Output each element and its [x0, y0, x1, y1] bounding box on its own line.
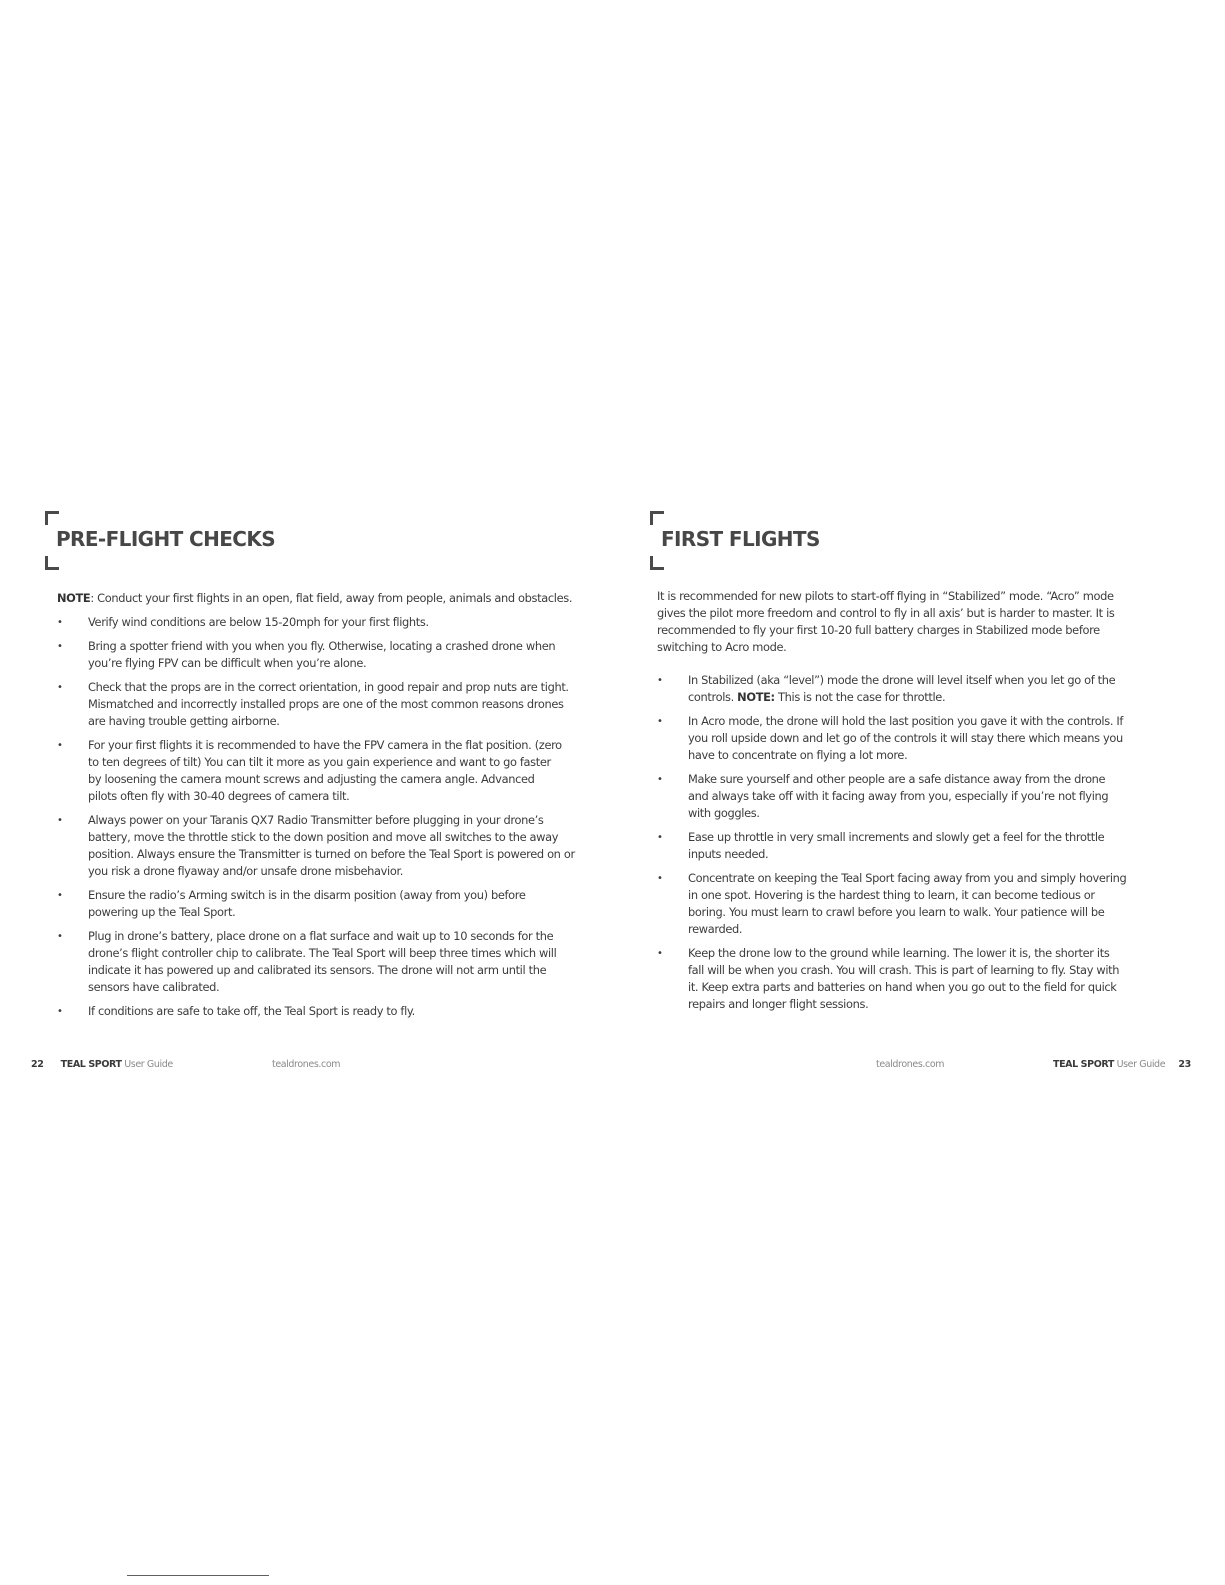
corner-bracket-top: [45, 511, 59, 525]
bullet-icon: •: [657, 873, 663, 884]
bullet-icon: •: [57, 931, 63, 942]
bullet-icon: •: [657, 832, 663, 843]
list-item: • In Stabilized (aka “level”) mode the drone will level itself when you let go of the controls. NOTE: This is not the case for throttle.: [657, 673, 1116, 704]
bullet-icon: •: [57, 1006, 63, 1017]
footer-brand: TEAL SPORT: [60, 1059, 122, 1070]
bullet-icon: •: [57, 641, 63, 652]
footer-brand: TEAL SPORT: [1053, 1059, 1114, 1070]
page-number: 22: [31, 1059, 44, 1070]
page-footer-right: [1053, 1059, 1191, 1070]
pre-flight-list: [57, 614, 577, 1020]
list-item: • Plug in drone’s battery, place drone on a flat surface and wait up to 10 seconds for the drone’s flight controller chip to calibrate. The Teal Sport will beep three times which will indicate it has powered up and calibrated its sensors. The drone will not arm until the sensors have calibrated.: [57, 929, 557, 994]
first-flights-list: [657, 672, 1127, 1013]
note-label: NOTE:: [737, 690, 775, 704]
bullet-icon: •: [657, 774, 663, 785]
list-item: • Verify wind conditions are below 15-20mph for your first flights.: [57, 615, 429, 629]
bullet-icon: •: [57, 617, 63, 628]
list-item: • Always power on your Taranis QX7 Radio Transmitter before plugging in your drone’s battery, move the throttle stick to the down position and move all switches to the away position. Always ensure the Transmitter is turned on before the Teal Sport is powered on or you risk a drone flyaway and/or unsafe drone misbehavior.: [57, 813, 575, 878]
first-flights-content: [657, 588, 1127, 1013]
bullet-icon: •: [657, 675, 663, 686]
corner-bracket-bottom: [45, 556, 59, 570]
corner-bracket-top: [650, 511, 664, 525]
bullet-icon: •: [57, 740, 63, 751]
list-item: • Check that the props are in the correct orientation, in good repair and prop nuts are tight. Mismatched and incorrectly installed props are one of the most common reasons drones are having trouble getting airborne.: [57, 680, 569, 728]
left-page: [0, 0, 612, 1585]
page-footer-left: [31, 1059, 173, 1070]
bullet-icon: •: [57, 815, 63, 826]
list-item: • Bring a spotter friend with you when you fly. Otherwise, locating a crashed drone when you’re flying FPV can be difficult when you’re alone.: [57, 639, 556, 670]
footer-site: tealdrones.com: [876, 1059, 945, 1070]
bullet-icon: •: [57, 890, 63, 901]
note-text: : Conduct your first flights in an open, flat field, away from people, animals and obstacles.: [90, 591, 573, 605]
section-heading: FIRST FLIGHTS: [661, 527, 820, 551]
list-item: • In Acro mode, the drone will hold the last position you gave it with the controls. If you roll upside down and let go of the controls it will stay there which means you have to concentrate on flying a lot more.: [657, 714, 1124, 762]
footer-guide: User Guide: [1116, 1059, 1166, 1070]
footer-site: tealdrones.com: [272, 1059, 341, 1070]
right-page: [612, 0, 1225, 1585]
corner-bracket-bottom: [650, 556, 664, 570]
bullet-icon: •: [57, 682, 63, 693]
list-item: • Ensure the radio’s Arming switch is in the disarm position (away from you) before powering up the Teal Sport.: [57, 888, 526, 919]
bottom-rule: [127, 1575, 269, 1576]
bullet-icon: •: [657, 716, 663, 727]
section-heading: PRE-FLIGHT CHECKS: [56, 527, 276, 551]
footer-guide: User Guide: [124, 1059, 173, 1070]
note-label: NOTE: [57, 591, 91, 605]
pre-flight-content: [57, 590, 587, 1020]
list-item: • Concentrate on keeping the Teal Sport facing away from you and simply hovering in one spot. Hovering is the hardest thing to learn, it can become tedious or boring. You must learn to crawl before you learn to walk. Your patience will be rewarded.: [657, 871, 1127, 936]
page-number: 23: [1178, 1059, 1191, 1070]
list-item: • Make sure yourself and other people are a safe distance away from the drone and always take off with it facing away from you, especially if you’re not flying with goggles.: [657, 772, 1109, 820]
intro-paragraph: It is recommended for new pilots to start-off flying in “Stabilized” mode. “Acro” mode gives the pilot more freedom and control to fly in all axis’ but is harder to master. It is recommended to fly your first 10-20 full battery charges in Stabilized mode before switching to Acro mode.: [657, 589, 1115, 654]
bullet-icon: •: [657, 948, 663, 959]
list-item: • Keep the drone low to the ground while learning. The lower it is, the shorter its fall will be when you crash. You will crash. This is part of learning to fly. Stay with it. Keep extra parts and batteries on hand when you go out to the field for quick repairs and longer flight sessions.: [657, 946, 1120, 1011]
list-item: • For your first flights it is recommended to have the FPV camera in the flat position. (zero to ten degrees of tilt) You can tilt it more as you gain experience and want to go faster by loosening the camera mount screws and adjusting the camera angle. Advanced pilots often fly with 30-40 degrees of camera tilt.: [57, 738, 562, 803]
list-item: • Ease up throttle in very small increments and slowly get a feel for the throttle inputs needed.: [657, 830, 1105, 861]
note-paragraph: [57, 590, 587, 607]
list-item: • If conditions are safe to take off, the Teal Sport is ready to fly.: [57, 1004, 415, 1018]
